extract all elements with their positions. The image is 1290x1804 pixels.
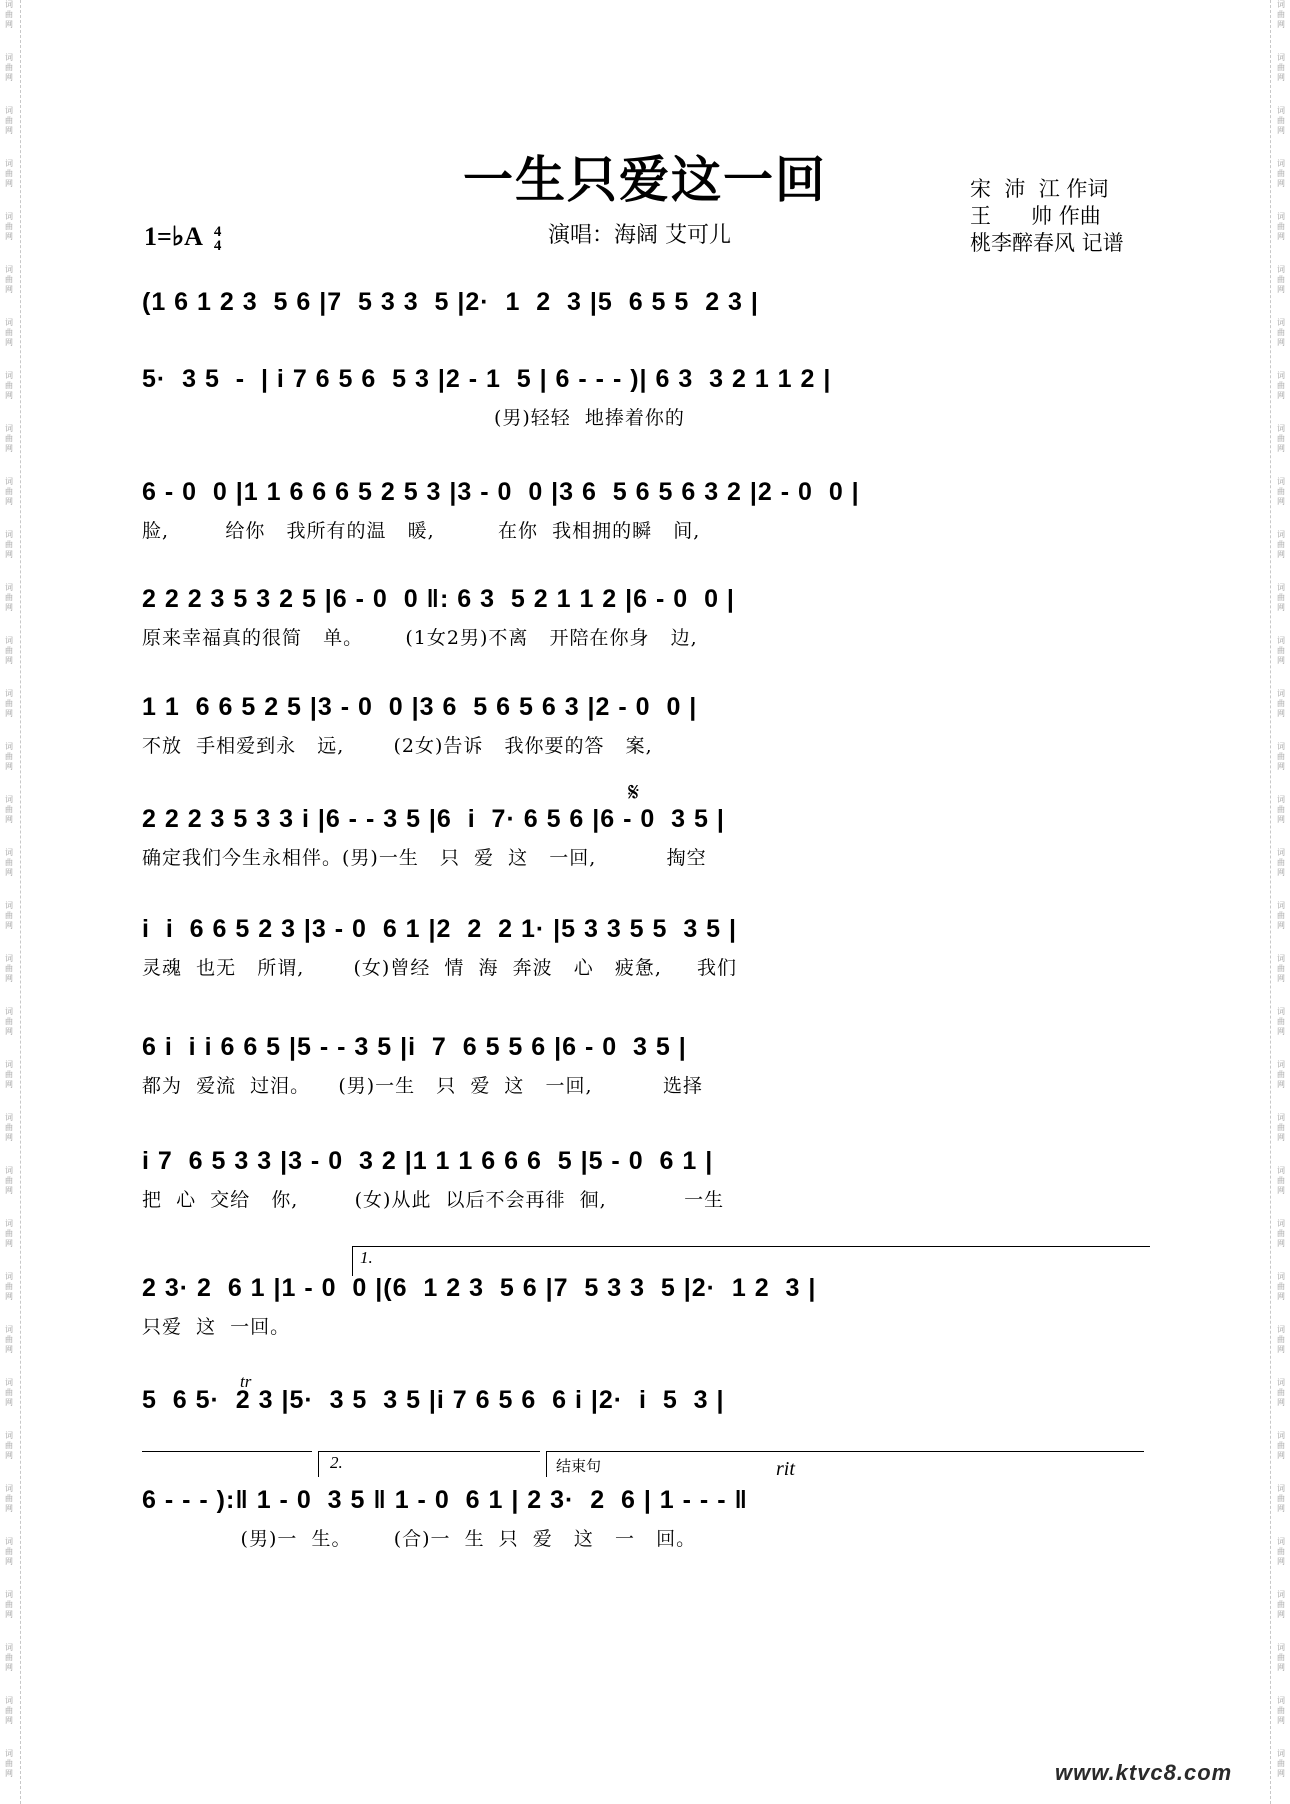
margin-watermark-item: 词曲网 bbox=[1277, 1696, 1285, 1725]
row-lyrics: 脸, 给你 我所有的温 暖, 在你 我相拥的瞬 间, bbox=[142, 520, 701, 542]
margin-watermark-item: 词曲网 bbox=[1277, 848, 1285, 877]
margin-watermark-item: 词曲网 bbox=[1277, 1219, 1285, 1248]
margin-watermark-item: 词曲网 bbox=[5, 424, 13, 453]
first-ending-continuation bbox=[142, 1451, 312, 1452]
margin-watermark-item: 词曲网 bbox=[5, 106, 13, 135]
margin-watermark-item: 词曲网 bbox=[5, 53, 13, 82]
margin-watermark-item: 词曲网 bbox=[1277, 212, 1285, 241]
margin-watermark-item: 词曲网 bbox=[1277, 159, 1285, 188]
trill-mark: tr bbox=[240, 1372, 252, 1391]
row-notes: i i 6 6 5 2 3 |3 - 0 6 1 |2 2 2 1· |5 3 3 5 5 3 5 | bbox=[142, 915, 738, 943]
margin-watermark-item: 词曲网 bbox=[5, 689, 13, 718]
margin-watermark-item: 词曲网 bbox=[1277, 1060, 1285, 1089]
margin-watermark-item: 词曲网 bbox=[5, 530, 13, 559]
margin-watermark-item: 词曲网 bbox=[5, 1696, 13, 1725]
margin-watermark-item: 词曲网 bbox=[1277, 636, 1285, 665]
margin-watermark-item: 词曲网 bbox=[1277, 424, 1285, 453]
margin-watermark-item: 词曲网 bbox=[5, 795, 13, 824]
margin-watermark-item: 词曲网 bbox=[5, 1749, 13, 1778]
margin-watermark-item: 词曲网 bbox=[1277, 1590, 1285, 1619]
margin-watermark-item: 词曲网 bbox=[1277, 371, 1285, 400]
margin-watermark-item: 词曲网 bbox=[1277, 1643, 1285, 1672]
margin-watermark-item: 词曲网 bbox=[1277, 1378, 1285, 1407]
time-sig-bottom: 4 bbox=[213, 238, 222, 255]
row-lyrics: 把 心 交给 你, (女)从此 以后不会再徘 徊, 一生 bbox=[142, 1189, 725, 1211]
row-lyrics: 只爱 这 一回。 bbox=[142, 1316, 291, 1338]
margin-watermark-item: 词曲网 bbox=[5, 371, 13, 400]
row-notes: 5· 3 5 - | i 7 6 5 6 5 3 |2 - 1 5 | 6 - - - )| 6 3 3 2 1 1 2 | bbox=[142, 365, 832, 393]
row-notes: 2 3· 2 6 1 |1 - 0 0 |(6 1 2 3 5 6 |7 5 3 3 5 |2· 1 2 3 | bbox=[142, 1274, 817, 1302]
margin-watermark-item: 词曲网 bbox=[1277, 318, 1285, 347]
first-ending-label: 1. bbox=[360, 1248, 373, 1267]
margin-watermark-item: 词曲网 bbox=[5, 742, 13, 771]
time-signature bbox=[214, 225, 222, 253]
margin-watermark-item: 词曲网 bbox=[5, 1431, 13, 1460]
composer-credit: 王 帅 作曲 bbox=[970, 204, 1101, 228]
margin-watermark-item: 词曲网 bbox=[1277, 583, 1285, 612]
margin-watermark-item: 词曲网 bbox=[5, 1378, 13, 1407]
row-lyrics: (男)轻轻 地捧着你的 bbox=[142, 407, 685, 429]
margin-watermark-item: 词曲网 bbox=[5, 583, 13, 612]
left-dashed-border bbox=[20, 0, 21, 1804]
margin-watermark-item: 词曲网 bbox=[1277, 1272, 1285, 1301]
margin-watermark-item: 词曲网 bbox=[1277, 901, 1285, 930]
row-notes: 5 6 5· 2 3 |5· 3 5 3 5 |i 7 6 5 6 6 i |2· i 5 3 | bbox=[142, 1386, 725, 1414]
row-notes: 2 2 2 3 5 3 3 i |6 - - 3 5 |6 i 7· 6 5 6 |6 - 0 3 5 | bbox=[142, 805, 725, 833]
transcriber-credit: 桃李醉春风 记谱 bbox=[970, 231, 1124, 255]
margin-watermark-item: 词曲网 bbox=[5, 1219, 13, 1248]
ritardando-mark: rit bbox=[776, 1458, 795, 1480]
margin-watermark-item: 词曲网 bbox=[5, 1325, 13, 1354]
margin-watermark-item: 词曲网 bbox=[5, 477, 13, 506]
credits bbox=[970, 176, 1124, 257]
margin-watermark-right bbox=[1274, 0, 1288, 1804]
margin-watermark-item: 词曲网 bbox=[1277, 106, 1285, 135]
margin-watermark-item: 词曲网 bbox=[1277, 1007, 1285, 1036]
site-watermark: www.ktvc8.com bbox=[1055, 1760, 1233, 1785]
ending-phrase-bracket bbox=[546, 1451, 1144, 1452]
margin-watermark-item: 词曲网 bbox=[1277, 0, 1285, 29]
row-lyrics: 不放 手相爱到永 远, (2女)告诉 我你要的答 案, bbox=[142, 735, 653, 757]
first-ending-bracket bbox=[352, 1246, 1150, 1247]
margin-watermark-item: 词曲网 bbox=[1277, 795, 1285, 824]
margin-watermark-item: 词曲网 bbox=[5, 1166, 13, 1195]
margin-watermark-item: 词曲网 bbox=[5, 1113, 13, 1142]
song-title: 一生只爱这一回 bbox=[463, 150, 827, 209]
margin-watermark-item: 词曲网 bbox=[5, 636, 13, 665]
ending-phrase-tick bbox=[546, 1451, 547, 1477]
margin-watermark-item: 词曲网 bbox=[1277, 265, 1285, 294]
row-lyrics: (男)一 生。 (合)一 生 只 爱 这 一 回。 bbox=[142, 1528, 697, 1550]
margin-watermark-item: 词曲网 bbox=[1277, 954, 1285, 983]
margin-watermark-item: 词曲网 bbox=[5, 1590, 13, 1619]
margin-watermark-item: 词曲网 bbox=[5, 848, 13, 877]
margin-watermark-item: 词曲网 bbox=[1277, 530, 1285, 559]
second-ending-bracket bbox=[318, 1451, 540, 1452]
margin-watermark-left bbox=[2, 0, 16, 1804]
right-dashed-border bbox=[1270, 0, 1271, 1804]
key-label: 1=♭A bbox=[144, 222, 202, 251]
ending-phrase-label: 结束句 bbox=[556, 1457, 602, 1475]
margin-watermark-item: 词曲网 bbox=[1277, 477, 1285, 506]
row-notes: i 7 6 5 3 3 |3 - 0 3 2 |1 1 1 6 6 6 5 |5 - 0 6 1 | bbox=[142, 1147, 714, 1175]
margin-watermark-item: 词曲网 bbox=[1277, 1113, 1285, 1142]
margin-watermark-item: 词曲网 bbox=[5, 265, 13, 294]
margin-watermark-item: 词曲网 bbox=[1277, 1166, 1285, 1195]
row-notes: (1 6 1 2 3 5 6 |7 5 3 3 5 |2· 1 2 3 |5 6 5 5 2 3 | bbox=[142, 288, 759, 316]
row-notes: 6 i i i 6 6 5 |5 - - 3 5 |i 7 6 5 5 6 |6 - 0 3 5 | bbox=[142, 1033, 687, 1061]
lyricist-credit: 宋 沛 江 作词 bbox=[970, 177, 1109, 201]
margin-watermark-item: 词曲网 bbox=[1277, 689, 1285, 718]
key-signature bbox=[144, 222, 221, 253]
margin-watermark-item: 词曲网 bbox=[5, 1537, 13, 1566]
margin-watermark-item: 词曲网 bbox=[5, 901, 13, 930]
margin-watermark-item: 词曲网 bbox=[5, 954, 13, 983]
margin-watermark-item: 词曲网 bbox=[5, 1484, 13, 1513]
margin-watermark-item: 词曲网 bbox=[5, 1007, 13, 1036]
row-notes: 2 2 2 3 5 3 2 5 |6 - 0 0 ‖: 6 3 5 2 1 1 2 |6 - 0 0 | bbox=[142, 585, 735, 613]
row-notes: 6 - - - ):‖ 1 - 0 3 5 ‖ 1 - 0 6 1 | 2 3· 2 6 | 1 - - - ‖ bbox=[142, 1486, 748, 1514]
row-lyrics: 都为 爱流 过泪。 (男)一生 只 爱 这 一回, 选择 bbox=[142, 1075, 703, 1097]
second-ending-label: 2. bbox=[330, 1453, 343, 1472]
row-notes: 1 1 6 6 5 2 5 |3 - 0 0 |3 6 5 6 5 6 3 |2 - 0 0 | bbox=[142, 693, 698, 721]
time-sig-top: 4 bbox=[213, 224, 222, 241]
margin-watermark-item: 词曲网 bbox=[1277, 1484, 1285, 1513]
margin-watermark-item: 词曲网 bbox=[5, 0, 13, 29]
margin-watermark-item: 词曲网 bbox=[1277, 1749, 1285, 1778]
margin-watermark-item: 词曲网 bbox=[1277, 1325, 1285, 1354]
row-lyrics: 原来幸福真的很简 单。 (1女2男)不离 开陪在你身 边, bbox=[142, 627, 698, 649]
margin-watermark-item: 词曲网 bbox=[5, 159, 13, 188]
margin-watermark-item: 词曲网 bbox=[1277, 742, 1285, 771]
row-lyrics: 确定我们今生永相伴。(男)一生 只 爱 这 一回, 掏空 bbox=[142, 847, 707, 869]
margin-watermark-item: 词曲网 bbox=[1277, 1537, 1285, 1566]
singer-credit: 演唱：海阔 艾可儿 bbox=[548, 223, 731, 248]
margin-watermark-item: 词曲网 bbox=[5, 318, 13, 347]
margin-watermark-item: 词曲网 bbox=[5, 212, 13, 241]
first-ending-tick bbox=[352, 1246, 353, 1276]
row-notes: 6 - 0 0 |1 1 6 6 6 5 2 5 3 |3 - 0 0 |3 6 5 6 5 6 3 2 |2 - 0 0 | bbox=[142, 478, 860, 506]
margin-watermark-item: 词曲网 bbox=[1277, 53, 1285, 82]
margin-watermark-item: 词曲网 bbox=[5, 1643, 13, 1672]
margin-watermark-item: 词曲网 bbox=[5, 1060, 13, 1089]
segno-sign: 𝄋 bbox=[628, 778, 640, 808]
row-lyrics: 灵魂 也无 所谓, (女)曾经 情 海 奔波 心 疲惫, 我们 bbox=[142, 957, 738, 979]
margin-watermark-item: 词曲网 bbox=[1277, 1431, 1285, 1460]
margin-watermark-item: 词曲网 bbox=[5, 1272, 13, 1301]
second-ending-tick bbox=[318, 1451, 319, 1477]
